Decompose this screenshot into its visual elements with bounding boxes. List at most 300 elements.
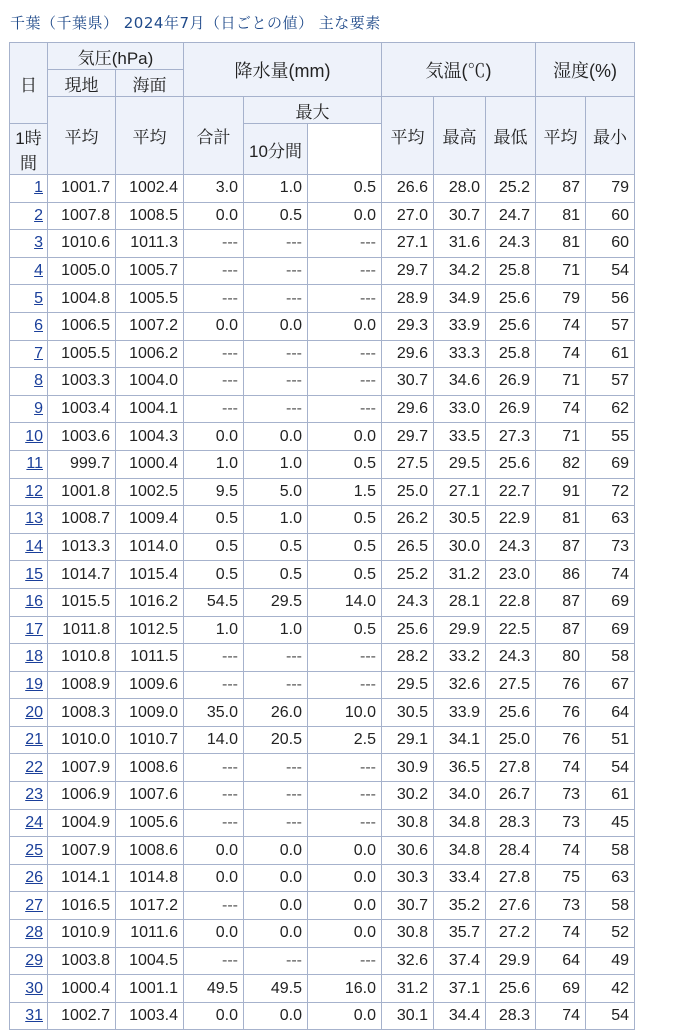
temp-min-cell: 28.3 [486, 809, 536, 837]
table-row [10, 920, 635, 948]
temp-max-cell: 28.0 [434, 175, 486, 203]
table-row [10, 561, 635, 589]
header-humidity-minimum: 最小 [586, 97, 635, 175]
temp-avg-cell: 26.6 [382, 175, 434, 203]
precip-total-cell: --- [184, 368, 244, 396]
temp-max-cell: 31.6 [434, 230, 486, 258]
temp-avg-cell: 27.1 [382, 230, 434, 258]
temp-min-cell: 22.8 [486, 588, 536, 616]
precip-10min-max-cell: 0.5 [308, 533, 382, 561]
temp-max-cell: 34.0 [434, 782, 486, 810]
humidity-avg-cell: 86 [536, 561, 586, 589]
table-row [10, 975, 635, 1003]
precip-total-cell: 0.0 [184, 837, 244, 865]
header-precip-ten-min: 10分間 [244, 124, 308, 175]
day-link[interactable]: 11 [26, 455, 43, 473]
precip-total-cell: --- [184, 340, 244, 368]
day-cell [10, 506, 48, 534]
station-pressure-cell: 1003.3 [48, 368, 116, 396]
temp-max-cell: 29.9 [434, 616, 486, 644]
humidity-min-cell: 72 [586, 478, 635, 506]
humidity-avg-cell: 73 [536, 892, 586, 920]
precip-1h-max-cell: --- [244, 947, 308, 975]
sea-level-pressure-cell: 1014.0 [116, 533, 184, 561]
precip-total-cell: 0.0 [184, 423, 244, 451]
sea-level-pressure-cell: 1011.3 [116, 230, 184, 258]
table-caption: 千葉（千葉県） 2024年7月（日ごとの値） 主な要素 [10, 14, 381, 32]
temp-min-cell: 26.9 [486, 395, 536, 423]
table-header [10, 43, 635, 175]
sea-level-pressure-cell: 1005.6 [116, 809, 184, 837]
temp-max-cell: 27.1 [434, 478, 486, 506]
precip-10min-max-cell: 0.0 [308, 864, 382, 892]
temp-min-cell: 26.9 [486, 368, 536, 396]
precip-10min-max-cell: 0.0 [308, 423, 382, 451]
precip-1h-max-cell: --- [244, 782, 308, 810]
day-link[interactable]: 5 [34, 289, 43, 307]
temp-max-cell: 30.0 [434, 533, 486, 561]
table-row [10, 754, 635, 782]
day-cell [10, 1002, 48, 1030]
day-cell [10, 175, 48, 203]
temp-avg-cell: 24.3 [382, 588, 434, 616]
temp-avg-cell: 30.2 [382, 782, 434, 810]
sea-level-pressure-cell: 1016.2 [116, 588, 184, 616]
temp-avg-cell: 31.2 [382, 975, 434, 1003]
day-link[interactable]: 20 [25, 703, 43, 721]
day-link[interactable]: 26 [25, 869, 43, 887]
day-link[interactable]: 6 [34, 317, 43, 335]
precip-total-cell: 0.5 [184, 561, 244, 589]
temp-avg-cell: 29.3 [382, 312, 434, 340]
sea-level-pressure-cell: 1010.7 [116, 726, 184, 754]
temp-max-cell: 34.1 [434, 726, 486, 754]
day-link[interactable]: 8 [34, 372, 43, 390]
humidity-avg-cell: 81 [536, 506, 586, 534]
day-link[interactable]: 31 [25, 1007, 43, 1025]
precip-total-cell: --- [184, 257, 244, 285]
table-row [10, 644, 635, 672]
station-pressure-cell: 1004.8 [48, 285, 116, 313]
sea-level-pressure-cell: 1009.0 [116, 699, 184, 727]
temp-min-cell: 28.4 [486, 837, 536, 865]
table-row [10, 864, 635, 892]
temp-min-cell: 25.6 [486, 699, 536, 727]
precip-total-cell: --- [184, 754, 244, 782]
header-temp-highest: 最高 [434, 97, 486, 175]
sea-level-pressure-cell: 1007.2 [116, 312, 184, 340]
station-pressure-cell: 1008.9 [48, 671, 116, 699]
temp-min-cell: 29.9 [486, 947, 536, 975]
temp-min-cell: 27.5 [486, 671, 536, 699]
day-cell [10, 975, 48, 1003]
station-pressure-cell: 999.7 [48, 450, 116, 478]
precip-10min-max-cell: 0.0 [308, 920, 382, 948]
temp-min-cell: 23.0 [486, 561, 536, 589]
day-link[interactable]: 16 [25, 593, 43, 611]
precip-10min-max-cell: --- [308, 644, 382, 672]
sea-level-pressure-cell: 1000.4 [116, 450, 184, 478]
humidity-avg-cell: 87 [536, 588, 586, 616]
precip-10min-max-cell: --- [308, 754, 382, 782]
table-row [10, 1002, 635, 1030]
day-cell [10, 561, 48, 589]
station-pressure-cell: 1016.5 [48, 892, 116, 920]
precip-1h-max-cell: 49.5 [244, 975, 308, 1003]
temp-min-cell: 25.6 [486, 312, 536, 340]
precip-total-cell: 0.0 [184, 202, 244, 230]
sea-level-pressure-cell: 1004.3 [116, 423, 184, 451]
table-body [10, 175, 635, 1030]
precip-total-cell: 3.0 [184, 175, 244, 203]
day-link[interactable]: 4 [34, 262, 43, 280]
day-cell [10, 837, 48, 865]
temp-avg-cell: 29.7 [382, 257, 434, 285]
humidity-min-cell: 57 [586, 312, 635, 340]
temp-avg-cell: 30.7 [382, 368, 434, 396]
station-pressure-cell: 1010.8 [48, 644, 116, 672]
temp-min-cell: 24.3 [486, 533, 536, 561]
day-link[interactable]: 2 [34, 206, 43, 224]
temp-avg-cell: 30.5 [382, 699, 434, 727]
precip-1h-max-cell: --- [244, 671, 308, 699]
day-link[interactable]: 18 [25, 648, 43, 666]
temp-min-cell: 25.8 [486, 257, 536, 285]
temp-max-cell: 34.8 [434, 837, 486, 865]
table-row [10, 809, 635, 837]
sea-level-pressure-cell: 1011.5 [116, 644, 184, 672]
station-pressure-cell: 1013.3 [48, 533, 116, 561]
day-link[interactable]: 17 [25, 620, 43, 638]
day-cell [10, 257, 48, 285]
temp-avg-cell: 30.6 [382, 837, 434, 865]
day-link[interactable]: 9 [34, 400, 43, 418]
sea-level-pressure-cell: 1017.2 [116, 892, 184, 920]
humidity-min-cell: 58 [586, 892, 635, 920]
table-row [10, 892, 635, 920]
temp-max-cell: 33.9 [434, 312, 486, 340]
day-cell [10, 423, 48, 451]
header-precip-max: 最大 [244, 97, 382, 124]
precip-1h-max-cell: 0.0 [244, 920, 308, 948]
header-sea-level-pressure: 海面 [116, 70, 184, 97]
day-link[interactable]: 23 [25, 786, 43, 804]
humidity-min-cell: 74 [586, 561, 635, 589]
temp-avg-cell: 30.8 [382, 809, 434, 837]
precip-total-cell: 0.0 [184, 1002, 244, 1030]
precip-10min-max-cell: --- [308, 257, 382, 285]
station-pressure-cell: 1001.7 [48, 175, 116, 203]
sea-level-pressure-cell: 1009.6 [116, 671, 184, 699]
header-precip-total: 合計 [184, 97, 244, 175]
table-row [10, 478, 635, 506]
precip-total-cell: 54.5 [184, 588, 244, 616]
day-link[interactable]: 28 [25, 924, 43, 942]
precip-total-cell: --- [184, 809, 244, 837]
table-row [10, 312, 635, 340]
precip-10min-max-cell: 0.0 [308, 892, 382, 920]
humidity-min-cell: 54 [586, 1002, 635, 1030]
humidity-min-cell: 52 [586, 920, 635, 948]
temp-min-cell: 24.7 [486, 202, 536, 230]
precip-total-cell: 1.0 [184, 450, 244, 478]
sea-level-pressure-cell: 1008.5 [116, 202, 184, 230]
temp-min-cell: 25.0 [486, 726, 536, 754]
header-precipitation: 降水量(mm) [184, 43, 382, 97]
day-link[interactable]: 21 [25, 731, 43, 749]
day-cell [10, 809, 48, 837]
day-cell [10, 202, 48, 230]
header-pressure: 気圧(hPa) [48, 43, 184, 70]
precip-total-cell: 0.5 [184, 533, 244, 561]
temp-avg-cell: 26.2 [382, 506, 434, 534]
day-cell [10, 699, 48, 727]
humidity-avg-cell: 71 [536, 257, 586, 285]
temp-avg-cell: 30.7 [382, 892, 434, 920]
day-link[interactable]: 14 [25, 538, 43, 556]
temp-max-cell: 33.2 [434, 644, 486, 672]
day-link[interactable]: 22 [25, 758, 43, 776]
humidity-min-cell: 61 [586, 782, 635, 810]
temp-avg-cell: 30.3 [382, 864, 434, 892]
day-cell [10, 340, 48, 368]
precip-1h-max-cell: --- [244, 257, 308, 285]
day-cell [10, 754, 48, 782]
day-link[interactable]: 10 [25, 427, 43, 445]
precip-1h-max-cell: 0.0 [244, 864, 308, 892]
temp-max-cell: 33.9 [434, 699, 486, 727]
table-row [10, 671, 635, 699]
precip-total-cell: --- [184, 230, 244, 258]
table-row [10, 699, 635, 727]
humidity-min-cell: 73 [586, 533, 635, 561]
humidity-min-cell: 61 [586, 340, 635, 368]
humidity-avg-cell: 74 [536, 312, 586, 340]
temp-avg-cell: 25.6 [382, 616, 434, 644]
precip-1h-max-cell: 1.0 [244, 175, 308, 203]
precip-1h-max-cell: 26.0 [244, 699, 308, 727]
humidity-min-cell: 60 [586, 230, 635, 258]
table-row [10, 837, 635, 865]
day-link[interactable]: 15 [25, 565, 43, 583]
precip-1h-max-cell: 1.0 [244, 616, 308, 644]
humidity-avg-cell: 71 [536, 423, 586, 451]
precip-1h-max-cell: --- [244, 340, 308, 368]
humidity-min-cell: 64 [586, 699, 635, 727]
day-cell [10, 864, 48, 892]
station-pressure-cell: 1014.1 [48, 864, 116, 892]
humidity-avg-cell: 91 [536, 478, 586, 506]
sea-level-pressure-cell: 1006.2 [116, 340, 184, 368]
station-pressure-cell: 1002.7 [48, 1002, 116, 1030]
temp-avg-cell: 30.8 [382, 920, 434, 948]
temp-min-cell: 25.6 [486, 975, 536, 1003]
table-row [10, 616, 635, 644]
precip-total-cell: --- [184, 395, 244, 423]
day-link[interactable]: 13 [25, 510, 43, 528]
precip-total-cell: 0.0 [184, 920, 244, 948]
temp-max-cell: 33.4 [434, 864, 486, 892]
day-cell [10, 230, 48, 258]
temp-max-cell: 36.5 [434, 754, 486, 782]
temp-avg-cell: 29.6 [382, 340, 434, 368]
humidity-min-cell: 57 [586, 368, 635, 396]
temp-min-cell: 27.8 [486, 864, 536, 892]
header-humidity-average: 平均 [536, 97, 586, 175]
day-link[interactable]: 1 [34, 179, 43, 197]
sea-level-pressure-cell: 1002.4 [116, 175, 184, 203]
humidity-min-cell: 56 [586, 285, 635, 313]
precip-1h-max-cell: 5.0 [244, 478, 308, 506]
temp-min-cell: 24.3 [486, 644, 536, 672]
temp-min-cell: 25.8 [486, 340, 536, 368]
temp-min-cell: 26.7 [486, 782, 536, 810]
precip-10min-max-cell: 0.0 [308, 837, 382, 865]
precip-total-cell: 1.0 [184, 616, 244, 644]
precip-1h-max-cell: --- [244, 285, 308, 313]
temp-avg-cell: 25.2 [382, 561, 434, 589]
humidity-avg-cell: 73 [536, 782, 586, 810]
temp-min-cell: 27.8 [486, 754, 536, 782]
temp-max-cell: 33.5 [434, 423, 486, 451]
header-day: 日 [10, 43, 48, 124]
day-link[interactable]: 3 [34, 234, 43, 252]
precip-1h-max-cell: 0.5 [244, 202, 308, 230]
temp-min-cell: 25.6 [486, 285, 536, 313]
precip-10min-max-cell: --- [308, 395, 382, 423]
humidity-min-cell: 69 [586, 588, 635, 616]
station-pressure-cell: 1003.6 [48, 423, 116, 451]
station-pressure-cell: 1005.0 [48, 257, 116, 285]
table-row [10, 423, 635, 451]
day-link[interactable]: 27 [25, 896, 43, 914]
station-pressure-cell: 1010.6 [48, 230, 116, 258]
temp-avg-cell: 26.5 [382, 533, 434, 561]
station-pressure-cell: 1010.0 [48, 726, 116, 754]
humidity-avg-cell: 82 [536, 450, 586, 478]
precip-10min-max-cell: 10.0 [308, 699, 382, 727]
precip-total-cell: --- [184, 285, 244, 313]
temp-max-cell: 33.3 [434, 340, 486, 368]
station-pressure-cell: 1008.7 [48, 506, 116, 534]
temp-max-cell: 33.0 [434, 395, 486, 423]
day-link[interactable]: 30 [25, 979, 43, 997]
temp-min-cell: 27.3 [486, 423, 536, 451]
precip-10min-max-cell: --- [308, 809, 382, 837]
precip-10min-max-cell: 0.0 [308, 312, 382, 340]
precip-10min-max-cell: 1.5 [308, 478, 382, 506]
sea-level-pressure-cell: 1014.8 [116, 864, 184, 892]
humidity-avg-cell: 74 [536, 837, 586, 865]
precip-10min-max-cell: --- [308, 368, 382, 396]
table-row [10, 230, 635, 258]
sea-level-pressure-cell: 1011.6 [116, 920, 184, 948]
precip-1h-max-cell: 29.5 [244, 588, 308, 616]
day-cell [10, 947, 48, 975]
humidity-avg-cell: 74 [536, 754, 586, 782]
precip-10min-max-cell: 0.0 [308, 1002, 382, 1030]
sea-level-pressure-cell: 1004.5 [116, 947, 184, 975]
day-link[interactable]: 12 [25, 482, 43, 500]
header-sea-level-average: 平均 [116, 97, 184, 175]
humidity-avg-cell: 76 [536, 699, 586, 727]
day-cell [10, 782, 48, 810]
station-pressure-cell: 1006.9 [48, 782, 116, 810]
humidity-avg-cell: 75 [536, 864, 586, 892]
temp-avg-cell: 29.5 [382, 671, 434, 699]
day-link[interactable]: 24 [25, 813, 43, 831]
station-pressure-cell: 1011.8 [48, 616, 116, 644]
table-row [10, 285, 635, 313]
station-pressure-cell: 1005.5 [48, 340, 116, 368]
temp-max-cell: 30.7 [434, 202, 486, 230]
table-row [10, 947, 635, 975]
humidity-min-cell: 45 [586, 809, 635, 837]
temp-min-cell: 27.2 [486, 920, 536, 948]
day-link[interactable]: 7 [34, 344, 43, 362]
temp-max-cell: 34.8 [434, 809, 486, 837]
header-station-average: 平均 [48, 97, 116, 175]
precip-10min-max-cell: --- [308, 340, 382, 368]
humidity-min-cell: 51 [586, 726, 635, 754]
table-row [10, 782, 635, 810]
humidity-min-cell: 49 [586, 947, 635, 975]
humidity-avg-cell: 74 [536, 920, 586, 948]
temp-min-cell: 25.2 [486, 175, 536, 203]
table-row [10, 340, 635, 368]
precip-total-cell: 9.5 [184, 478, 244, 506]
humidity-avg-cell: 81 [536, 230, 586, 258]
precip-1h-max-cell: 20.5 [244, 726, 308, 754]
precip-1h-max-cell: 1.0 [244, 506, 308, 534]
precip-total-cell: --- [184, 644, 244, 672]
humidity-min-cell: 42 [586, 975, 635, 1003]
temp-avg-cell: 27.0 [382, 202, 434, 230]
humidity-avg-cell: 81 [536, 202, 586, 230]
day-cell [10, 588, 48, 616]
humidity-min-cell: 69 [586, 616, 635, 644]
sea-level-pressure-cell: 1005.7 [116, 257, 184, 285]
precip-1h-max-cell: --- [244, 230, 308, 258]
precip-1h-max-cell: --- [244, 368, 308, 396]
precip-10min-max-cell: --- [308, 230, 382, 258]
day-link[interactable]: 19 [25, 675, 43, 693]
temp-max-cell: 28.1 [434, 588, 486, 616]
humidity-avg-cell: 79 [536, 285, 586, 313]
station-pressure-cell: 1007.9 [48, 754, 116, 782]
table-row [10, 395, 635, 423]
header-station-pressure: 現地 [48, 70, 116, 97]
precip-total-cell: --- [184, 782, 244, 810]
precip-total-cell: --- [184, 947, 244, 975]
station-pressure-cell: 1003.4 [48, 395, 116, 423]
precip-10min-max-cell: 0.5 [308, 450, 382, 478]
header-humidity: 湿度(%) [536, 43, 635, 97]
humidity-avg-cell: 76 [536, 726, 586, 754]
day-link[interactable]: 25 [25, 841, 43, 859]
temp-max-cell: 37.1 [434, 975, 486, 1003]
sea-level-pressure-cell: 1008.6 [116, 837, 184, 865]
precip-total-cell: 0.0 [184, 864, 244, 892]
precip-total-cell: 35.0 [184, 699, 244, 727]
day-cell [10, 644, 48, 672]
day-cell [10, 616, 48, 644]
sea-level-pressure-cell: 1012.5 [116, 616, 184, 644]
temp-max-cell: 29.5 [434, 450, 486, 478]
day-link[interactable]: 29 [25, 951, 43, 969]
station-pressure-cell: 1015.5 [48, 588, 116, 616]
table-row [10, 175, 635, 203]
